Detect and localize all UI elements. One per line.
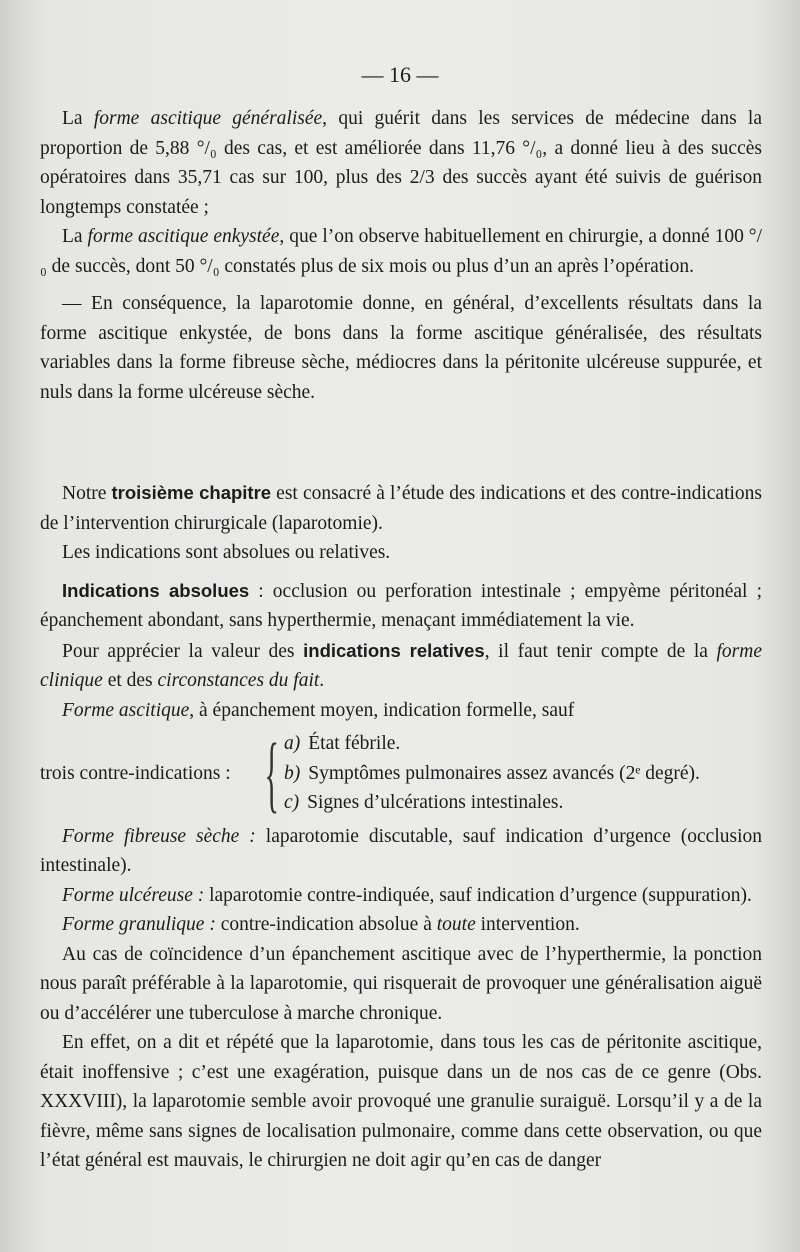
italic-term: Forme granulique :	[62, 914, 216, 935]
italic-term: forme ascitique généralisée	[93, 108, 323, 129]
list-item	[284, 759, 700, 789]
text-run: et des	[102, 670, 158, 691]
text-run: Pour apprécier la valeur des	[62, 640, 304, 662]
paragraph-forme-granulique	[40, 910, 762, 940]
item-text: Signes d’ulcérations intestinales.	[307, 792, 564, 813]
list-item	[284, 788, 700, 818]
paragraph-indications-absolues	[40, 576, 762, 636]
text-run: La	[62, 226, 88, 247]
brace-glyph: {	[264, 725, 279, 822]
text-run: La	[62, 108, 94, 129]
text-run: .	[319, 670, 325, 691]
paragraph-consequence: — En conséquence, la laparotomie donne, en général, d’excellents résultats dans la forme ascitique enkystée, de bons dans la forme ascitique généralisée, des résultats variables dans la forme fibreuse sèche, médiocres dans la péritonite ulcéreuse suppurée, et nuls dans la forme ulcéreuse sèche.	[40, 293, 762, 403]
italic-term: forme ascitique enkystée	[87, 226, 280, 247]
text-run: laparotomie discutable, sauf indication d’urgence (occlusion intestinale).	[40, 825, 763, 876]
italic-term: toute	[436, 914, 476, 935]
contra-indications-label: trois contre-indications :	[40, 762, 231, 784]
paragraph-forme-enkystee	[40, 222, 762, 281]
text-run: intervention.	[475, 914, 580, 935]
text-run: , qui guérit dans les services de médecine dans la proportion de 5,88 °/₀ des cas, et est améliorée dans 11,76 °/₀, a donné lieu à des succès opératoires dans 35,71 cas sur 100, plus des 2/3 des succès ayant été suivis de guérison longtemps constatée ;	[40, 108, 762, 218]
paragraph-troisieme-chapitre	[40, 478, 762, 538]
italic-term: Forme ascitique	[62, 699, 190, 721]
text-run: laparotomie contre-indiquée, sauf indication d’urgence (suppuration).	[204, 884, 752, 906]
paragraph-forme-generalisee	[40, 104, 762, 222]
paragraph-forme-ascitique	[40, 696, 762, 726]
paragraph-forme-ulcereuse	[40, 881, 762, 911]
contra-indications-block	[40, 725, 762, 822]
list-item	[284, 729, 700, 759]
page-number: — 16 —	[361, 62, 439, 87]
item-text: Symptômes pulmonaires assez avancés (2ᵉ degré).	[308, 762, 700, 784]
text-run: Notre	[62, 483, 112, 504]
bold-term: indications relatives	[303, 639, 485, 661]
paragraph-indications: Les indications sont absolues ou relatives.	[62, 542, 391, 563]
bold-term: troisième chapitre	[111, 482, 272, 503]
text-run: , à épanchement moyen, indication formelle, sauf	[189, 699, 575, 721]
paragraph-forme-fibreuse	[40, 822, 762, 881]
text-run: contre-indication absolue à	[215, 914, 437, 935]
conclusions-section	[40, 104, 762, 407]
indications-section	[40, 478, 762, 1176]
contra-indications-list	[284, 729, 700, 818]
item-text: État fébrile.	[308, 733, 401, 754]
item-letter: c)	[284, 792, 300, 813]
text-run: , que l’on observe habituellement en chirurgie, a donné 100 °/₀ de succès, dont 50 °/₀ constatés plus de six mois ou plus d’un an après l’opération.	[40, 226, 762, 277]
italic-term: circonstances du fait	[157, 670, 320, 691]
italic-term: Forme fibreuse sèche :	[62, 825, 256, 847]
italic-term: forme clinique	[40, 640, 763, 691]
text-run: , il faut tenir compte de la	[484, 640, 717, 662]
text-run: est consacré à l’étude des indications et des contre-indications de l’intervention chirurgicale (laparotomie).	[40, 483, 762, 534]
paragraph-ponction: Au cas de coïncidence d’un épanchement ascitique avec de l’hyperthermie, la ponction nous paraît préférable à la laparotomie, qui risquerait de provoquer une généralisation aiguë ou d’accélérer une tuberculose à marche chronique.	[40, 943, 762, 1024]
italic-term: Forme ulcéreuse :	[62, 884, 205, 906]
paragraph-en-effet: En effet, on a dit et répété que la laparotomie, dans tous les cas de péritonite ascitique, était inoffensive ; c’est une exagération, puisque dans un de nos cas de ce genre (Obs. XXXVIII), la laparotomie semble avoir provoqué une granulie suraiguë. Lorsqu’il y a de la fièvre, même sans signes de localisation pulmonaire, comme dans cette observation, ou que l’état général est mauvais, le chirurgien ne doit agir qu’en cas de danger	[40, 1032, 762, 1171]
paragraph-indications-relatives	[40, 636, 762, 696]
bold-term: Indications absolues	[62, 579, 250, 601]
item-letter: b)	[284, 762, 301, 784]
item-letter: a)	[284, 733, 301, 754]
text-run: : occlusion ou perforation intestinale ; empyème péritonéal ; épanchement abondant, sans hyperthermie, menaçant immédiatement la vie.	[40, 580, 762, 631]
